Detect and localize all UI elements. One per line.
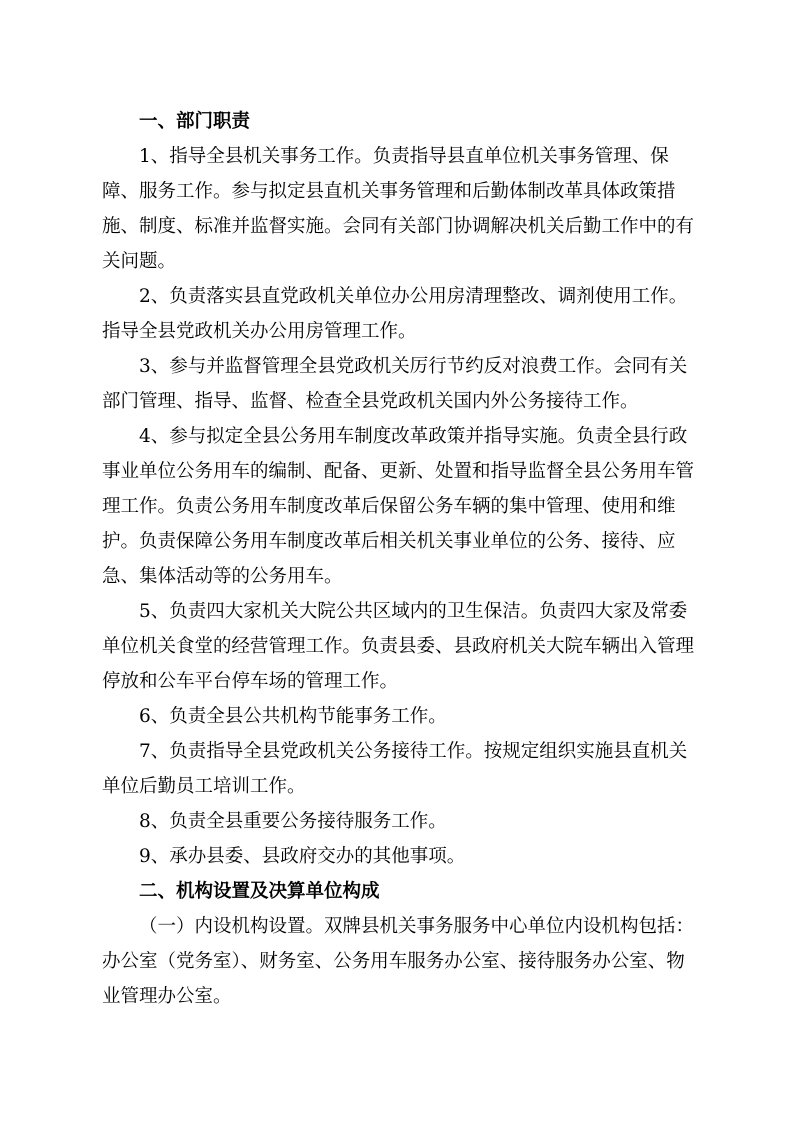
paragraph-line-text: 护。负责保障公务用车制度改革后相关机关事业单位的公务、接待、应 bbox=[102, 531, 676, 552]
section-heading-structure bbox=[0, 873, 793, 911]
paragraph-line bbox=[0, 523, 793, 561]
paragraph-line-text: 急、集体活动等的公务用车。 bbox=[102, 566, 343, 587]
paragraph-line bbox=[0, 558, 793, 596]
paragraph-line-text: 1、指导全县机关事务工作。负责指导县直单位机关事务管理、保 bbox=[139, 146, 669, 167]
paragraph-line-text: 8、负责全县重要公务接待服务工作。 bbox=[139, 811, 447, 832]
paragraph-line bbox=[0, 208, 793, 246]
paragraph-line-text: 障、服务工作。参与拟定县直机关事务管理和后勤体制改革具体政策措 bbox=[102, 181, 676, 202]
paragraph-line-text: 单位后勤员工培训工作。 bbox=[102, 776, 306, 797]
paragraph-line bbox=[0, 243, 793, 281]
section-heading-text: 二、机构设置及决算单位构成 bbox=[139, 881, 380, 902]
paragraph-line-text: 6、负责全县公共机构节能事务工作。 bbox=[139, 706, 447, 727]
paragraph-line bbox=[0, 698, 793, 736]
paragraph-line-text: 施、制度、标准并监督实施。会同有关部门协调解决机关后勤工作中的有 bbox=[102, 216, 695, 237]
paragraph-line bbox=[0, 943, 793, 981]
paragraph-line bbox=[0, 803, 793, 841]
paragraph-line-text: 事业单位公务用车的编制、配备、更新、处置和指导监督全县公务用车管 bbox=[102, 461, 695, 482]
paragraph-line-text: 理工作。负责公务用车制度改革后保留公务车辆的集中管理、使用和维 bbox=[102, 496, 676, 517]
paragraph-line bbox=[0, 663, 793, 701]
paragraph-line bbox=[0, 453, 793, 491]
paragraph-line bbox=[0, 733, 793, 771]
paragraph-line bbox=[0, 348, 793, 386]
paragraph-line bbox=[0, 768, 793, 806]
section-heading-duties bbox=[0, 103, 793, 141]
section-heading-text: 一、部门职责 bbox=[139, 111, 251, 132]
paragraph-line bbox=[0, 173, 793, 211]
paragraph-line-text: 停放和公车平台停车场的管理工作。 bbox=[102, 671, 399, 692]
paragraph-line bbox=[0, 593, 793, 631]
paragraph-line-text: 关问题。 bbox=[102, 251, 177, 272]
paragraph-line-text: 指导全县党政机关办公用房管理工作。 bbox=[102, 321, 417, 342]
paragraph-line-text: 7、负责指导全县党政机关公务接待工作。按规定组织实施县直机关 bbox=[139, 741, 688, 762]
paragraph-line-text: 3、参与并监督管理全县党政机关厉行节约反对浪费工作。会同有关 bbox=[139, 356, 688, 377]
paragraph-line bbox=[0, 838, 793, 876]
paragraph-line-text: 办公室（党务室）、财务室、公务用车服务办公室、接待服务办公室、物 bbox=[102, 951, 685, 972]
paragraph-line-text: 5、负责四大家机关大院公共区域内的卫生保洁。负责四大家及常委 bbox=[139, 601, 688, 622]
paragraph-line-text: 9、承办县委、县政府交办的其他事项。 bbox=[139, 846, 466, 867]
paragraph-line bbox=[0, 628, 793, 666]
paragraph-line bbox=[0, 383, 793, 421]
paragraph-line bbox=[0, 278, 793, 316]
paragraph-line-text: （一）内设机构设置。双牌县机关事务服务中心单位内设机构包括： bbox=[139, 916, 695, 937]
paragraph-line-text: 单位机关食堂的经营管理工作。负责县委、县政府机关大院车辆出入管理 bbox=[102, 636, 695, 657]
paragraph-line-text: 部门管理、指导、监督、检查全县党政机关国内外公务接待工作。 bbox=[102, 391, 639, 412]
paragraph-line-text: 业管理办公室。 bbox=[102, 986, 232, 1007]
paragraph-line bbox=[0, 138, 793, 176]
paragraph-line-text: 4、参与拟定全县公务用车制度改革政策并指导实施。负责全县行政 bbox=[139, 426, 688, 447]
paragraph-line bbox=[0, 313, 793, 351]
paragraph-line-text: 2、负责落实县直党政机关单位办公用房清理整改、调剂使用工作。 bbox=[139, 286, 688, 307]
paragraph-line bbox=[0, 418, 793, 456]
paragraph-line bbox=[0, 488, 793, 526]
paragraph-line bbox=[0, 908, 793, 946]
paragraph-line bbox=[0, 978, 793, 1016]
